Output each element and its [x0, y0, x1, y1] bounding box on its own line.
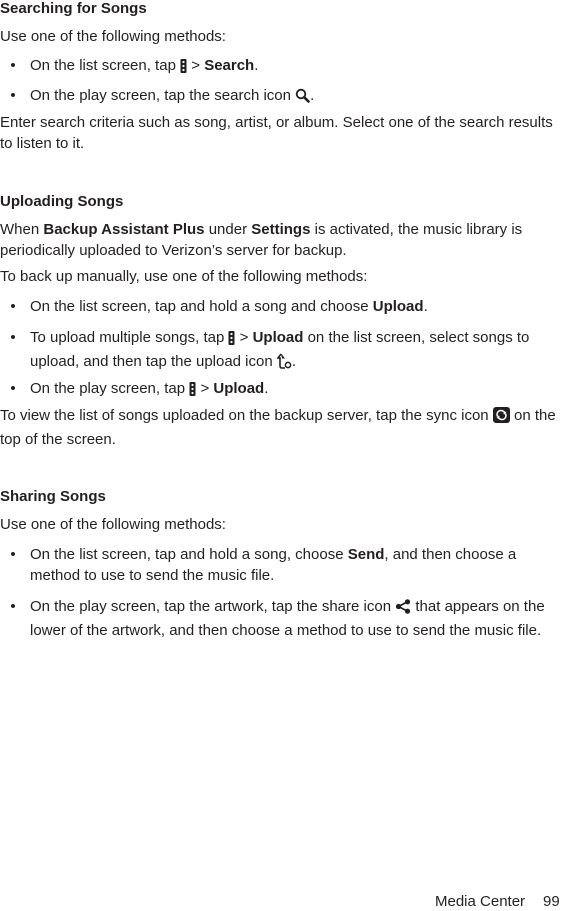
text: On the list screen, tap and hold a song and choose: [30, 298, 369, 315]
text: On the play screen, tap: [30, 380, 186, 397]
bullet-dot: •: [10, 329, 16, 346]
punct: .: [423, 298, 428, 315]
text: When: [0, 221, 40, 238]
uploading-paragraph-3: [0, 405, 561, 450]
text: on the top of the screen.: [0, 407, 556, 448]
bold-term: Upload: [213, 380, 265, 397]
searching-bullet-1: [10, 55, 561, 79]
bullet-dot: •: [10, 87, 16, 104]
uploading-bullet-2: [10, 327, 561, 375]
punct: .: [254, 57, 259, 74]
text: On the list screen, tap and hold a song, choose: [30, 546, 344, 563]
bold-term: Send: [347, 546, 385, 563]
searching-paragraph: Enter search criteria such as song, artist, or album. Select one of the search results to listen to it.: [0, 114, 553, 152]
bold-term: Settings: [251, 221, 311, 238]
upload-icon: [277, 353, 292, 375]
searching-bullet-2: [10, 85, 561, 109]
text: under: [208, 221, 248, 238]
bold-term: Upload: [252, 329, 304, 346]
bullet-dot: •: [10, 57, 16, 74]
punct: .: [310, 87, 315, 104]
bullet-dot: •: [10, 598, 16, 615]
footer-section: Media Center: [435, 893, 526, 910]
bullet-dot: •: [10, 546, 16, 563]
separator: >: [239, 329, 249, 346]
separator: >: [191, 57, 201, 74]
text: To view the list of songs uploaded on the backup server, tap the sync icon: [0, 407, 489, 424]
text: , and then choose a method to use to send the music file.: [30, 546, 517, 584]
text: that appears on the lower of the artwork, and then choose a method to use to send the music file.: [30, 598, 545, 639]
menu-dots-icon: [180, 58, 187, 79]
menu-dots-icon: [189, 381, 196, 402]
sharing-bullet-1: [10, 544, 561, 586]
section-title-uploading: Uploading Songs: [0, 193, 124, 210]
uploading-paragraph-1: [0, 219, 561, 261]
uploading-bullet-3: [10, 378, 561, 402]
searching-intro: Use one of the following methods:: [0, 28, 226, 45]
bullet-dot: •: [10, 380, 16, 397]
bold-term: Backup Assistant Plus: [43, 221, 205, 238]
text: To upload multiple songs, tap: [30, 329, 225, 346]
bullet-dot: •: [10, 298, 16, 315]
sync-icon: [493, 407, 510, 429]
sharing-bullet-2: [10, 596, 561, 641]
section-title-searching: Searching for Songs: [0, 0, 147, 17]
search-icon: [295, 88, 310, 109]
separator: >: [200, 380, 210, 397]
uploading-bullet-1: [10, 296, 561, 317]
bold-term: Upload: [372, 298, 424, 315]
section-title-sharing: Sharing Songs: [0, 488, 106, 505]
bold-term: Search: [204, 57, 255, 74]
punct: .: [264, 380, 269, 397]
punct: .: [291, 353, 297, 370]
uploading-paragraph-2: To back up manually, use one of the following methods:: [0, 268, 368, 285]
sharing-intro: Use one of the following methods:: [0, 516, 226, 533]
menu-dots-icon: [228, 330, 235, 351]
text: On the play screen, tap the artwork, tap the share icon: [30, 598, 392, 615]
text: On the play screen, tap the search icon: [30, 87, 291, 104]
text: on the list screen, select songs to upload, and then tap the upload icon: [30, 329, 530, 370]
share-icon: [395, 599, 411, 620]
text: is activated, the music library is periodically uploaded to Verizon’s server for backup.: [0, 221, 523, 259]
text: On the list screen, tap: [30, 57, 176, 74]
page-number: 99: [543, 893, 560, 910]
